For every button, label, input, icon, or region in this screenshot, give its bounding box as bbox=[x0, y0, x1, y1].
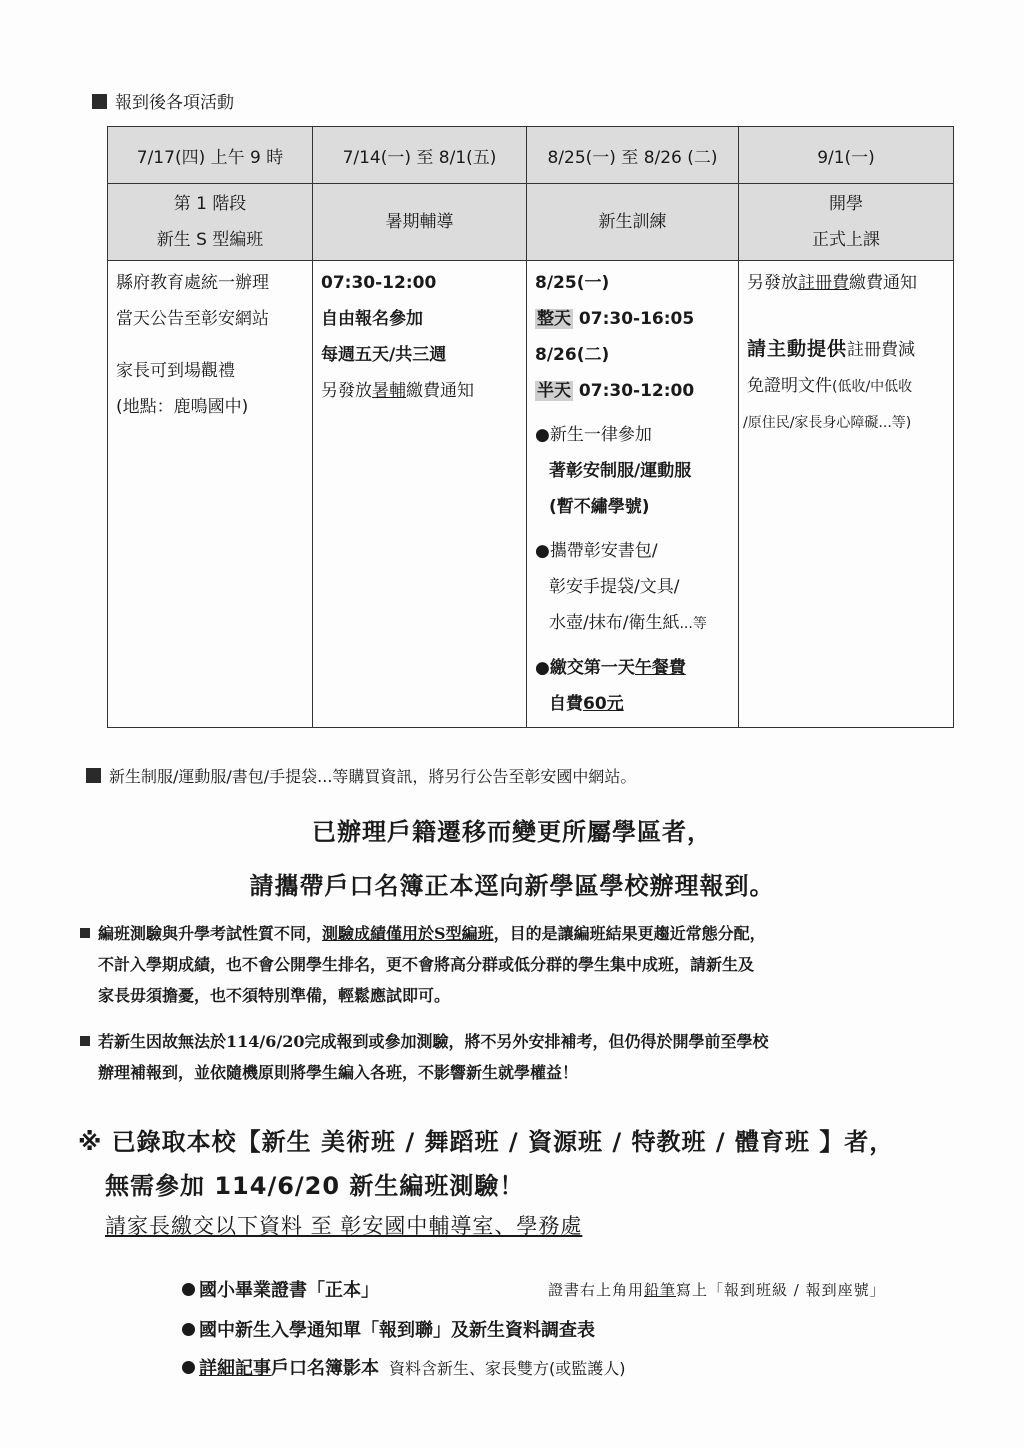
col3-day2-row bbox=[535, 373, 732, 409]
col4-line1 bbox=[747, 265, 947, 301]
col4-line3-text: 免證明文件 bbox=[747, 376, 832, 396]
col3-b2-line3-text: 水壺/抹布/衛生紙 bbox=[549, 613, 680, 633]
item2-text: 國中新生入學通知單「報到聯」及新生資料調查表 bbox=[199, 1320, 595, 1341]
header-event-4 bbox=[739, 184, 954, 261]
para1-pre: 編班測驗與升學考試性質不同， bbox=[98, 924, 323, 943]
col3-b1-line2: 著彰安制服/運動服 bbox=[549, 461, 692, 481]
col3-b2-line3-small: ...等 bbox=[679, 616, 707, 632]
col2-time: 07:30-12:00 bbox=[321, 273, 437, 293]
para1-line1 bbox=[80, 918, 960, 949]
col3-b2-line1 bbox=[535, 533, 732, 569]
col2-line3 bbox=[321, 373, 520, 409]
para1-ul: 測驗成績僅用於S型編班 bbox=[322, 924, 494, 943]
col1-line3: 家長可到場觀禮 bbox=[116, 361, 235, 381]
section-title-text: 報到後各項活動 bbox=[115, 93, 234, 113]
para1-post: ，目的是讓編班結果更趨近常態分配， bbox=[493, 924, 766, 943]
item1-note-post: 寫上「報到班級 / 報到座號」 bbox=[676, 1281, 886, 1299]
event-1-line2: 新生 S 型編班 bbox=[156, 230, 264, 250]
bullet-dot-icon: ● bbox=[535, 658, 550, 678]
item3-note: 資料含新生、家長雙方(或監護人) bbox=[389, 1359, 626, 1378]
col4-line4: /原住民/家長身心障礙...等) bbox=[743, 415, 912, 431]
col3-b1-line1 bbox=[535, 417, 732, 453]
col3-b3-line1-ul: 午餐費 bbox=[634, 658, 686, 678]
item1-note-ul: 鉛筆 bbox=[644, 1281, 677, 1299]
bullet-dot-icon bbox=[182, 1361, 195, 1374]
bullet-dot-icon: ● bbox=[535, 541, 550, 561]
col1-line1: 縣府教育處統一辦理 bbox=[116, 273, 269, 293]
col2-line3-pre: 另發放 bbox=[321, 381, 372, 401]
bullet-dot-icon bbox=[182, 1283, 195, 1296]
event-4-line1: 開學 bbox=[829, 194, 863, 214]
required-item-1 bbox=[182, 1276, 379, 1302]
square-bullet-icon bbox=[86, 768, 101, 783]
exempt-notice-line3: 請家長繳交以下資料 至 彰安國中輔導室、學務處 bbox=[105, 1214, 583, 1238]
col4-line1-ul: 註冊費 bbox=[798, 273, 849, 293]
col3-day1: 8/25(一) bbox=[535, 273, 610, 293]
col4-line1-pre: 另發放 bbox=[747, 273, 798, 293]
col3-day2-time: 07:30-12:00 bbox=[578, 381, 695, 401]
col3-day1-tag: 整天 bbox=[537, 309, 571, 329]
detail-cell-3 bbox=[527, 261, 739, 728]
event-1-line1: 第 1 階段 bbox=[173, 194, 247, 214]
header-date-3: 8/25(一) 至 8/26 (二) bbox=[527, 127, 739, 184]
header-event-3 bbox=[527, 184, 739, 261]
para2-line1-text: 若新生因故無法於114/6/20完成報到或參加測驗，將不另外安排補考，但仍得於開學前至學校 bbox=[98, 1032, 769, 1051]
detail-cell-2 bbox=[313, 261, 527, 728]
schedule-table bbox=[107, 126, 954, 728]
col3-day2: 8/26(二) bbox=[535, 345, 610, 365]
header-date-4: 9/1(一) bbox=[739, 127, 954, 184]
col3-b3-line1-pre: 繳交第一天 bbox=[549, 658, 635, 678]
col2-line2: 每週五天/共三週 bbox=[321, 345, 447, 365]
para1-line3: 家長毋須擔憂，也不須特別準備，輕鬆應試即可。 bbox=[98, 986, 451, 1005]
col4-line2-bold: 請主動提供 bbox=[747, 338, 848, 360]
col1-line4: (地點：鹿鳴國中) bbox=[116, 397, 249, 417]
header-events-row bbox=[108, 184, 954, 261]
event-2-line1: 暑期輔導 bbox=[385, 212, 454, 232]
event-3-line1: 新生訓練 bbox=[598, 212, 667, 232]
transfer-notice-line1: 已辦理戶籍遷移而變更所屬學區者， bbox=[312, 818, 712, 846]
col4-line2-rest: 註冊費減 bbox=[847, 340, 916, 360]
col3-b3-line2-pre: 自費 bbox=[549, 694, 583, 714]
col3-b3-line2-ul: 60元 bbox=[583, 694, 624, 714]
header-event-2 bbox=[313, 184, 527, 261]
square-bullet-icon bbox=[80, 1036, 90, 1046]
info-note-text: 新生制服/運動服/書包/手提袋...等購買資訊，將另行公告至彰安國中網站。 bbox=[109, 767, 637, 786]
col4-line3-small: (低收/中低收 bbox=[832, 379, 913, 395]
header-date-1: 7/17(四) 上午 9 時 bbox=[108, 127, 313, 184]
detail-cell-1 bbox=[108, 261, 313, 728]
col3-b2-line1-text: 攜帶彰安書包/ bbox=[549, 541, 658, 561]
exempt-notice-line1: ※ 已錄取本校【新生 美術班 / 舞蹈班 / 資源班 / 特教班 / 體育班 】者， bbox=[78, 1128, 895, 1156]
col3-b2-line3 bbox=[535, 605, 732, 642]
bullet-dot-icon: ● bbox=[535, 425, 550, 445]
exempt-notice-line2: 無需參加 114/6/20 新生編班測驗！ bbox=[105, 1172, 525, 1200]
para2-line2: 辦理補報到，並依隨機原則將學生編入各班，不影響新生就學權益！ bbox=[98, 1063, 579, 1082]
makeup-registration-paragraph bbox=[80, 1026, 960, 1088]
required-item-2 bbox=[182, 1316, 595, 1342]
purchase-info-note bbox=[86, 764, 636, 787]
para2-line1 bbox=[80, 1026, 960, 1057]
col2-line1: 自由報名參加 bbox=[321, 309, 423, 329]
col2-line3-ul: 暑輔 bbox=[372, 381, 406, 401]
required-item-3 bbox=[182, 1354, 626, 1380]
para1-line2: 不計入學期成績，也不會公開學生排名，更不會將高分群或低分群的學生集中成班，請新生及 bbox=[98, 955, 755, 974]
col3-b1-line1-text: 新生一律參加 bbox=[549, 425, 652, 445]
square-bullet-icon bbox=[80, 928, 90, 938]
item1-text: 國小畢業證書「正本」 bbox=[199, 1280, 379, 1301]
item3-rest: 戶口名簿影本 bbox=[271, 1358, 379, 1379]
col1-line2: 當天公告至彰安網站 bbox=[116, 309, 269, 329]
col3-b3-line2 bbox=[535, 686, 732, 722]
col3-day1-row bbox=[535, 301, 732, 337]
bullet-dot-icon bbox=[182, 1323, 195, 1336]
col4-line3 bbox=[747, 368, 947, 405]
header-event-1 bbox=[108, 184, 313, 261]
section-title bbox=[92, 88, 234, 113]
col3-day2-tag: 半天 bbox=[537, 381, 571, 401]
col3-b1-line3: (暫不繡學號) bbox=[549, 497, 650, 517]
placement-test-paragraph bbox=[80, 918, 960, 1011]
square-bullet-icon bbox=[92, 94, 107, 109]
col2-line3-post: 繳費通知 bbox=[406, 381, 474, 401]
col4-line1-post: 繳費通知 bbox=[849, 273, 917, 293]
detail-cell-4 bbox=[739, 261, 954, 728]
details-row bbox=[108, 261, 954, 728]
col3-b2-line2: 彰安手提袋/文具/ bbox=[549, 577, 680, 597]
header-date-2: 7/14(一) 至 8/1(五) bbox=[313, 127, 527, 184]
header-dates-row bbox=[108, 127, 954, 184]
transfer-notice-line2: 請攜帶戶口名簿正本逕向新學區學校辦理報到。 bbox=[249, 872, 775, 900]
col3-day1-time: 07:30-16:05 bbox=[578, 309, 695, 329]
item1-note bbox=[548, 1279, 886, 1300]
col3-b3-line1 bbox=[535, 650, 732, 686]
event-4-line2: 正式上課 bbox=[812, 230, 880, 250]
item1-note-pre: 證書右上角用 bbox=[548, 1281, 645, 1299]
item3-ul: 詳細記事 bbox=[199, 1358, 271, 1379]
col4-line2 bbox=[747, 331, 947, 368]
